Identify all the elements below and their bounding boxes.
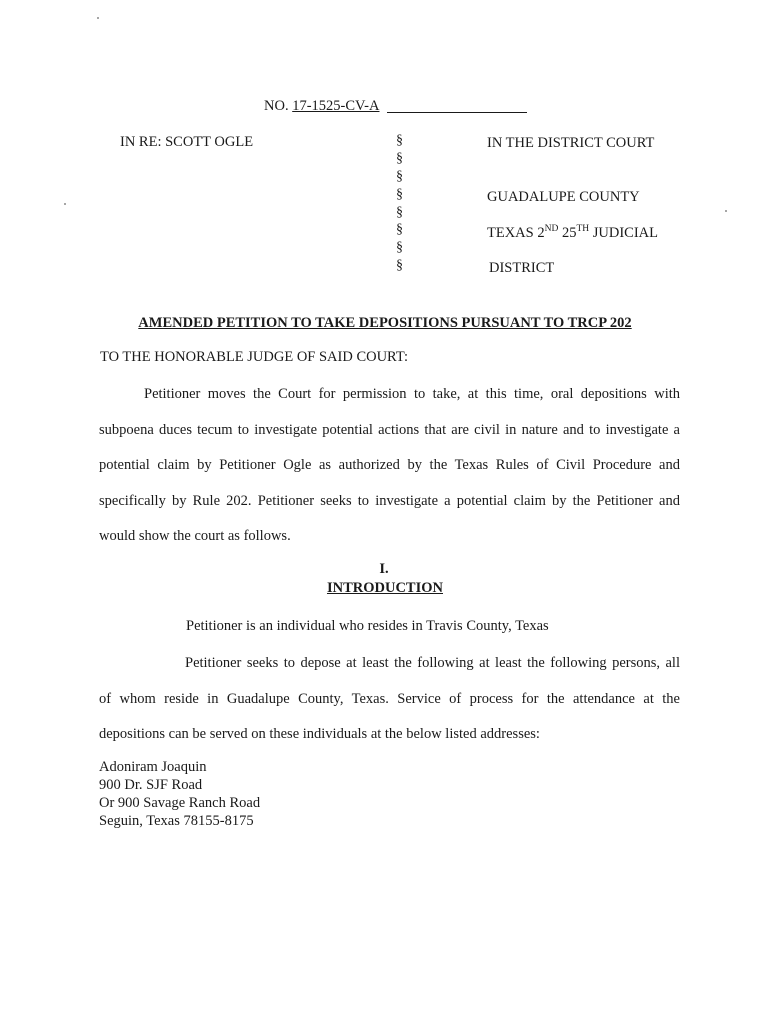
section-mark-column [396, 132, 410, 275]
judicial-district [487, 224, 658, 242]
section-mark: § [396, 222, 403, 238]
address-line: 900 Dr. SJF Road [99, 777, 203, 793]
district-label: DISTRICT [489, 260, 555, 276]
judicial-district-prefix: TEXAS 2 [487, 225, 545, 241]
residence-sentence: Petitioner is an individual who resides in Travis County, Texas [186, 618, 549, 634]
scan-speck [97, 17, 99, 19]
section-mark: § [396, 168, 403, 184]
depose-paragraph [99, 654, 680, 761]
intro-paragraph [99, 385, 680, 563]
scan-speck [725, 210, 727, 212]
section-mark: § [396, 258, 403, 274]
party-name: IN RE: SCOTT OGLE [120, 134, 254, 150]
section-mark: § [396, 204, 403, 220]
judicial-district-mid: 25 [558, 225, 577, 241]
scan-speck [64, 203, 66, 205]
paragraph-line: Petitioner seeks to depose at least the following at least the following persons, all [185, 655, 680, 671]
section-mark: § [396, 186, 403, 202]
paragraph-line: potential claim by Petitioner Ogle as authorized by the Texas Rules of Civil Procedure and [99, 457, 680, 473]
judicial-district-suffix: JUDICIAL [589, 225, 659, 241]
superscript-th: TH [576, 224, 590, 234]
paragraph-line: specifically by Rule 202. Petitioner seeks to investigate a potential claim by the Petitioner and [99, 492, 680, 509]
paragraph-line: subpoena duces tecum to investigate potential actions that are civil in nature and to investigate a [99, 421, 680, 438]
paragraph-line: would show the court as follows. [99, 528, 291, 544]
cause-number-underline [387, 112, 527, 113]
paragraph-line: Petitioner moves the Court for permission to take, at this time, oral depositions with [144, 386, 680, 402]
address-city-line: Seguin, Texas 78155-8175 [99, 813, 254, 829]
salutation: TO THE HONORABLE JUDGE OF SAID COURT: [100, 349, 409, 365]
court-name: IN THE DISTRICT COURT [487, 135, 655, 151]
cause-label: NO. [264, 98, 289, 114]
address-line: Or 900 Savage Ranch Road [99, 795, 261, 811]
section-mark: § [396, 240, 403, 256]
document-title-text: AMENDED PETITION TO TAKE DEPOSITIONS PURSUANT TO TRCP 202 [138, 315, 632, 331]
superscript-nd: ND [544, 224, 559, 234]
paragraph-line: of whom reside in Guadalupe County, Texas. Service of process for the attendance at the [99, 690, 680, 707]
deponent-name: Adoniram Joaquin [99, 759, 207, 775]
document-title [0, 314, 768, 332]
cause-number [264, 97, 379, 115]
section-number: I. [379, 561, 389, 577]
county-name: GUADALUPE COUNTY [487, 189, 640, 205]
section-heading-text: INTRODUCTION [326, 580, 443, 596]
address-block [99, 758, 260, 830]
section-mark: § [396, 150, 403, 166]
cause-number-value: 17-1525-CV-A [292, 98, 380, 114]
paragraph-line: depositions can be served on these individuals at the below listed addresses: [99, 726, 540, 742]
section-heading [0, 579, 768, 597]
section-mark: § [396, 133, 403, 148]
